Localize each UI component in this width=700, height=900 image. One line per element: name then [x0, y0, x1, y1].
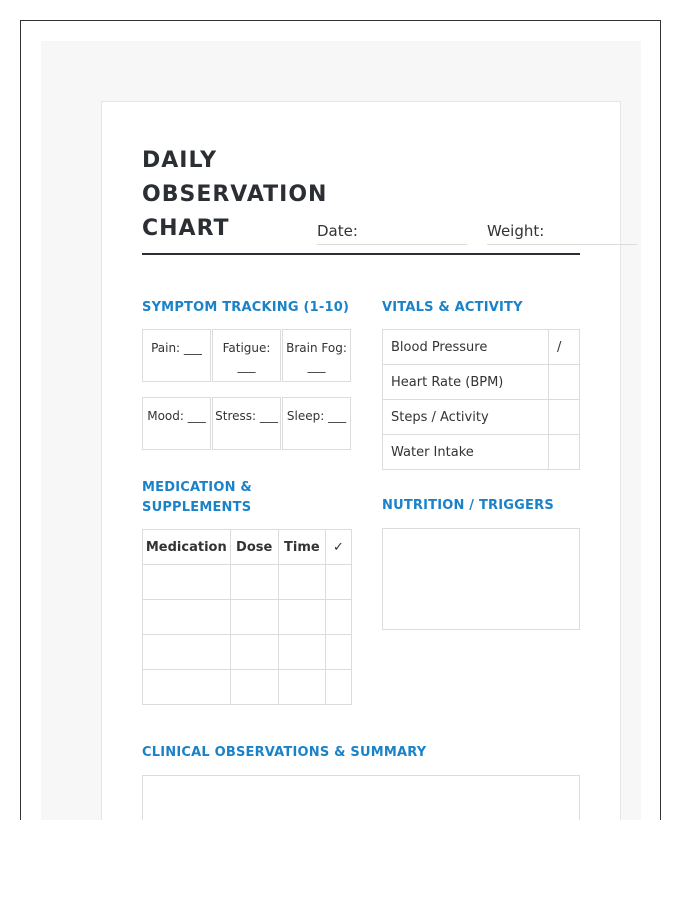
- observation-sheet: [101, 101, 621, 820]
- table-row: [143, 635, 352, 670]
- vitals-label: Water Intake: [383, 435, 549, 470]
- dose-cell[interactable]: [230, 635, 278, 670]
- time-cell[interactable]: [278, 635, 325, 670]
- water-intake-value[interactable]: [549, 435, 580, 470]
- symptom-stress[interactable]: Stress: ___: [212, 397, 281, 450]
- medication-table: [142, 529, 352, 705]
- column-header-medication: Medication: [143, 530, 231, 565]
- vitals-label: Blood Pressure: [383, 330, 549, 365]
- weight-field[interactable]: Weight:: [487, 222, 637, 245]
- dose-cell[interactable]: [230, 600, 278, 635]
- heart-rate-value[interactable]: [549, 365, 580, 400]
- symptom-tracking-heading: SYMPTOM TRACKING (1-10): [142, 300, 350, 315]
- symptom-fatigue[interactable]: Fatigue: ___: [212, 329, 281, 382]
- header-divider: [142, 253, 580, 255]
- symptom-brain-fog[interactable]: Brain Fog: ___: [282, 329, 351, 382]
- vitals-label: Heart Rate (BPM): [383, 365, 549, 400]
- vitals-table: [382, 329, 580, 470]
- dose-cell[interactable]: [230, 565, 278, 600]
- table-row: [383, 400, 580, 435]
- clinical-notes-box[interactable]: [142, 775, 580, 820]
- table-row: [383, 330, 580, 365]
- check-cell[interactable]: [326, 670, 352, 705]
- steps-value[interactable]: [549, 400, 580, 435]
- nutrition-notes-box[interactable]: [382, 528, 580, 630]
- medication-cell[interactable]: [143, 670, 231, 705]
- dose-cell[interactable]: [230, 670, 278, 705]
- page-title: DAILY OBSERVATION CHART: [142, 148, 328, 241]
- column-header-time: Time: [278, 530, 325, 565]
- table-row: [143, 670, 352, 705]
- column-header-check: ✓: [326, 530, 352, 565]
- table-row: [383, 435, 580, 470]
- date-field[interactable]: Date:: [317, 222, 467, 245]
- symptom-row: [142, 329, 352, 382]
- nutrition-heading: NUTRITION / TRIGGERS: [382, 498, 554, 513]
- clinical-observations-heading: CLINICAL OBSERVATIONS & SUMMARY: [142, 745, 427, 760]
- medication-cell[interactable]: [143, 635, 231, 670]
- table-row: [143, 565, 352, 600]
- symptom-grid: [142, 329, 352, 465]
- page-backdrop: [41, 41, 641, 820]
- page-frame: [20, 20, 661, 820]
- check-cell[interactable]: [326, 565, 352, 600]
- time-cell[interactable]: [278, 670, 325, 705]
- check-cell[interactable]: [326, 635, 352, 670]
- column-header-dose: Dose: [230, 530, 278, 565]
- blood-pressure-value[interactable]: /: [549, 330, 580, 365]
- vitals-heading: VITALS & ACTIVITY: [382, 300, 523, 315]
- symptom-mood[interactable]: Mood: ___: [142, 397, 211, 450]
- table-row: [383, 365, 580, 400]
- table-row: [143, 600, 352, 635]
- table-header-row: [143, 530, 352, 565]
- symptom-sleep[interactable]: Sleep: ___: [282, 397, 351, 450]
- check-cell[interactable]: [326, 600, 352, 635]
- medication-cell[interactable]: [143, 565, 231, 600]
- time-cell[interactable]: [278, 600, 325, 635]
- time-cell[interactable]: [278, 565, 325, 600]
- vitals-label: Steps / Activity: [383, 400, 549, 435]
- symptom-row: [142, 397, 352, 450]
- symptom-pain[interactable]: Pain: ___: [142, 329, 211, 382]
- medication-cell[interactable]: [143, 600, 231, 635]
- medication-heading: MEDICATION & SUPPLEMENTS: [142, 480, 252, 515]
